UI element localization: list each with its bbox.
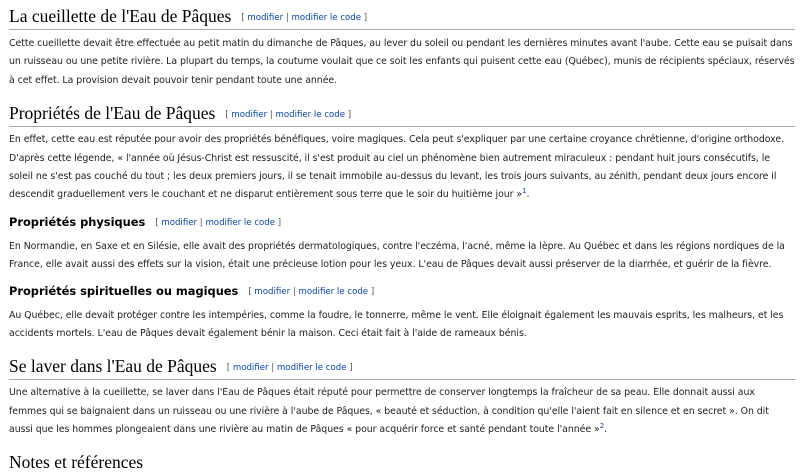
paragraph-proprietes: En effet, cette eau est réputée pour avoir des propriétés bénéfiques, voire magiques. Cela peut s'expliquer par une certaine croyance chrétienne, d'origine orthodoxe. D'après cette légende, « l'année où Jésus-Christ est ressuscité, il s'est produit au ciel un phénomène bien autrement miraculeux : pendant huit jours consécutifs, le soleil ne s'est pas couché du tout ; les deux premiers jours, il se tenait immobile au-dessus du levant, les trois jours suivants, au zénith, pendant deux jours encore il descendit graduellement vers le couchant et ne disparut entièrement sous terre que le soir du huitième jour »$^1$. — [9, 134, 785, 201]
edit-link[interactable]: modifier — [231, 110, 268, 121]
edit-link[interactable]: modifier — [232, 363, 269, 374]
footnote-ref[interactable]: 1 — [522, 187, 527, 196]
subsection-title: Propriétés spirituelles ou magiques — [9, 283, 239, 298]
paragraph-physiques: En Normandie, en Saxe et en Silésie, elle avait des propriétés dermatologiques, contre l'eczéma, l'acné, même la lèpre. Au Québec et dans les régions nordiques de la France, elle avait aussi des effets sur la vision, était une précieuse lotion pour les yeux. L'eau de Pâques devait aussi préserver de la diarrhée, et guérir de la fièvre. — [9, 240, 785, 271]
edit-section-links: [ modifier | modifier le code ] — [155, 217, 282, 228]
edit-source-link[interactable]: modifier le code — [275, 110, 346, 121]
subsection-title: Propriétés physiques — [9, 214, 146, 229]
edit-source-link[interactable]: modifier le code — [298, 286, 369, 297]
section-title: Notes et références — [9, 451, 144, 472]
edit-link[interactable]: modifier — [254, 286, 291, 297]
paragraph-cueillette: Cette cueillette devait être effectuée au petit matin du dimanche de Pâques, au lever du soleil ou pendant les dernières minutes avant l'aube. Cette eau se puisait dans un ruisseau ou une petite rivière. La plupart du temps, la coutume voulait que ce soit les enfants qui puisent cette eau (Québec), munis de récipients spéciaux, réservés à cet effet. La provision devait pouvoir tenir pendant toute une année. — [9, 38, 795, 86]
section-heading-cueillette — [9, 0, 795, 30]
edit-link[interactable]: modifier — [161, 217, 198, 228]
edit-source-link[interactable]: modifier le code — [276, 363, 347, 374]
edit-source-link[interactable]: modifier le code — [205, 217, 276, 228]
section-heading-laver — [9, 356, 795, 380]
section-title: La cueillette de l'Eau de Pâques — [9, 6, 232, 26]
edit-section-links: [ modifier | modifier le code ] — [226, 363, 353, 374]
paragraph-spirituelles: Au Québec, elle devait protéger contre les intempéries, comme la foudre, le tonnerre, même le vent. Elle éloignait également les mauvais esprits, les malheurs, et les accidents mortels. L'eau de Pâques devait également bénir la maison. Ceci était fait à l'aide de rameaux bénis. — [9, 309, 784, 340]
edit-source-link[interactable]: modifier le code — [291, 13, 362, 23]
section-heading-proprietes — [9, 103, 795, 127]
section-title: Se laver dans l'Eau de Pâques — [9, 356, 217, 377]
section-heading-notes — [9, 452, 795, 473]
edit-link[interactable]: modifier — [247, 13, 284, 23]
footnote-ref[interactable]: 2 — [599, 422, 605, 431]
edit-section-links: [ modifier | modifier le code ] — [241, 13, 368, 23]
subsection-heading-spirituelles — [9, 284, 795, 299]
edit-section-links: [ modifier | modifier le code ] — [248, 286, 375, 297]
subsection-heading-physiques — [9, 215, 795, 230]
paragraph-laver: Une alternative à la cueillette, se laver dans l'Eau de Pâques était réputé pour permettre de conserver longtemps la fraîcheur de sa peau. Elle donnait aussi aux femmes qui se baignaient dans un ruisseau ou une rivière à l'aube de Pâques, « beauté et séduction, à condition qu'elle l'aient fait en silence et en secret ». On dit aussi que les hommes plongeaient dans une rivière au matin de Pâques « pour acquérir force et santé pendant toute l'année »$^2$. — [9, 387, 769, 436]
section-title: Propriétés de l'Eau de Pâques — [9, 103, 216, 124]
edit-section-links: [ modifier | modifier le code ] — [225, 110, 352, 121]
